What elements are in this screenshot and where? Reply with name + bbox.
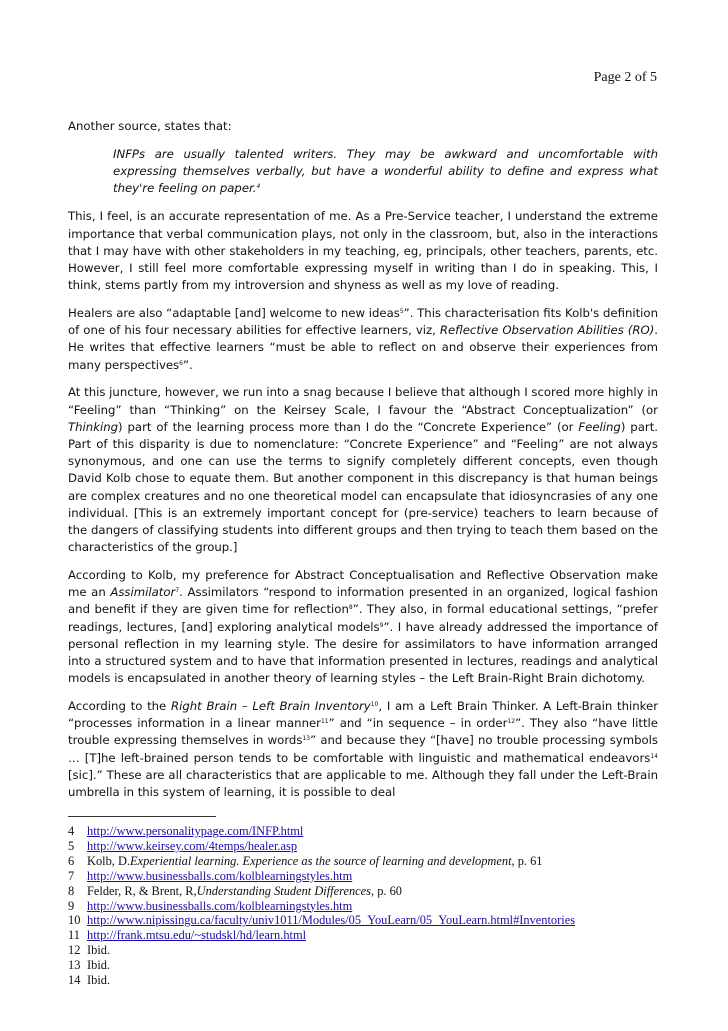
footnotes bbox=[68, 824, 668, 988]
footnote-number: 10 bbox=[68, 913, 81, 928]
footnote-link[interactable]: http://www.businessballs.com/kolblearningstyles.htm bbox=[87, 898, 353, 913]
footnote-ref[interactable]: 11 bbox=[320, 718, 329, 726]
text-run: . Assimilators “respond to information presented in an organized, logical fashion and benefit if they are given time for reflection bbox=[68, 585, 658, 617]
footnote-number: 7 bbox=[68, 868, 75, 883]
italic-text: Reflective Observation Abilities (RO) bbox=[439, 323, 655, 338]
footnote-italic: Understanding Student Differences bbox=[196, 883, 371, 898]
paragraph-4 bbox=[68, 567, 658, 687]
paragraph-5 bbox=[68, 698, 658, 801]
footnote-ref[interactable]: 13 bbox=[302, 735, 311, 743]
footnote-number: 9 bbox=[68, 898, 75, 913]
italic-text: Thinking bbox=[68, 419, 119, 434]
text-run: ” and because they “[have] no trouble processing symbols … [T]he left-brained person tends to be comfortable with linguistic and mathematical endeavors bbox=[68, 733, 659, 765]
italic-text: Right Brain – Left Brain Inventory bbox=[170, 699, 371, 714]
footnote-text: Ibid. bbox=[87, 943, 111, 958]
page-number: Page 2 of 5 bbox=[593, 70, 657, 85]
text-run: ) part. Part of this disparity is due to nomenclature: “Concrete Experience” and “Feeling” are not always synonymous, and one can use the terms to signify completely different concepts, even though David Kolb chose to equate them. But another component in this discrepancy is that human beings are complex creatures and no one theoretical model can encapsulate that idiosyncrasies of any one individual. [This is an extremely important concept for (pre-service) teachers to learn because of the dangers of classifying students into different groups and then trying to teach them based on the characteristics of the group.] bbox=[68, 419, 658, 555]
text-run: ”. I have already addressed the importance of personal reflection in my learning style. The desire for assimilators to have information arranged into a structured system and to have that information presented in lectures, readings and analytical models is encapsulated in another theory of learning styles – the Left Brain-Right Brain dichotomy. bbox=[68, 619, 658, 686]
footnote-number: 11 bbox=[68, 928, 80, 943]
italic-text: Feeling bbox=[578, 419, 621, 434]
footnote-item bbox=[68, 899, 668, 914]
text-run: At this juncture, however, we run into a snag because I believe that although I scored more highly in “Feeling” than “Thinking” on the Keirsey Scale, I favour the “Abstract Conceptualization” (or bbox=[68, 385, 658, 417]
paragraph-1: This, I feel, is an accurate representation of me. As a Pre-Service teacher, I understand the extreme importance that verbal communication plays, not only in the classroom, but, also in the interactions that I may have with other stakeholders in my teaching, eg, principals, other teachers, parents, etc. However, I still feel more comfortable expressing myself in writing than I do in speaking. This, I think, stems partly from my introversion and shyness as well as my love of reading. bbox=[68, 209, 658, 293]
text-run: Healers are also “adaptable [and] welcome to new ideas bbox=[68, 306, 400, 321]
text-run: ) part of the learning process more than I do the “Concrete Experience” (or bbox=[118, 419, 579, 434]
text-run: [sic].” These are all characteristics that are applicable to me. Although they fall under the Left-Brain umbrella in this system of learning, it is possible to deal bbox=[68, 767, 658, 800]
paragraph-3 bbox=[68, 384, 658, 556]
text-run: , I am a Left Brain Thinker. A Left-Brain thinker “processes information in a linear manner bbox=[68, 699, 658, 731]
footnote-ref[interactable]: 9 bbox=[379, 621, 384, 629]
footnote-text: Ibid. bbox=[87, 958, 111, 973]
footnote-number: 6 bbox=[68, 853, 75, 868]
text-run: ”. bbox=[182, 357, 193, 372]
text-run: ”. They also “have little trouble expressing themselves in words bbox=[68, 716, 658, 748]
footnote-link[interactable]: http://www.keirsey.com/4temps/healer.asp bbox=[87, 838, 298, 853]
footnote-ref[interactable]: 6 bbox=[179, 359, 183, 367]
footnote-ref[interactable]: 8 bbox=[348, 604, 353, 612]
text-run: ” and “in sequence – in order bbox=[328, 716, 508, 731]
italic-text: Assimilator bbox=[110, 585, 176, 600]
footnote-number: 4 bbox=[68, 824, 75, 838]
footnote-ref[interactable]: 5 bbox=[399, 308, 404, 316]
footnote-number: 12 bbox=[68, 943, 81, 958]
footnote-text: Kolb, D. bbox=[87, 853, 131, 868]
footnote-item bbox=[68, 928, 668, 943]
footnote-item bbox=[68, 958, 668, 973]
footnote-item bbox=[68, 854, 668, 869]
intro-paragraph: Another source, states that: bbox=[68, 119, 232, 133]
footnote-ref[interactable]: 10 bbox=[370, 701, 379, 709]
footnote-link[interactable]: http://frank.mtsu.edu/~studskl/hd/learn.html bbox=[87, 928, 307, 943]
footnote-text: , p. 60 bbox=[371, 883, 402, 898]
footnote-ref[interactable]: 12 bbox=[507, 718, 516, 726]
footnote-item bbox=[68, 884, 668, 899]
footnote-item bbox=[68, 824, 668, 839]
footnote-number: 8 bbox=[68, 883, 75, 898]
text-run: According to the bbox=[68, 699, 171, 714]
footnote-link[interactable]: http://www.businessballs.com/kolblearningstyles.htm bbox=[87, 868, 353, 883]
footnote-item bbox=[68, 973, 668, 988]
footnote-link[interactable]: http://www.nipissingu.ca/faculty/univ1011/Modules/05_YouLearn/05_YouLearn.html#Inventories bbox=[87, 913, 576, 928]
footnote-item bbox=[68, 943, 668, 958]
footnote-link[interactable]: http://www.personalitypage.com/INFP.html bbox=[87, 824, 304, 838]
footnote-item bbox=[68, 869, 668, 884]
block-quote bbox=[113, 146, 658, 198]
footnote-italic: Experiential learning. Experience as the source of learning and development bbox=[130, 853, 512, 868]
footnote-number: 13 bbox=[68, 958, 81, 973]
footnote-divider bbox=[68, 816, 216, 817]
footnote-ref[interactable]: 14 bbox=[650, 752, 658, 760]
footnote-number: 5 bbox=[68, 838, 75, 853]
text-run: ”. This characterisation fits Kolb's definition of one of his four necessary abilities for effective learners, viz, bbox=[68, 306, 658, 338]
footnote-text: Ibid. bbox=[87, 973, 111, 988]
footnote-text: Felder, R, & Brent, R, bbox=[87, 883, 197, 898]
footnote-text: , p. 61 bbox=[511, 853, 543, 868]
quote-text: INFPs are usually talented writers. They may be awkward and uncomfortable with expressing themselves verbally, but have a wonderful ability to define and express what they're feeling on paper. bbox=[113, 146, 658, 196]
text-run: ”. They also, in formal educational settings, “prefer readings, lectures, [and] exploring analytical models bbox=[68, 602, 659, 634]
paragraph-2 bbox=[68, 305, 658, 374]
footnote-ref[interactable]: 4 bbox=[256, 183, 261, 191]
text-run: According to Kolb, my preference for Abstract Conceptualisation and Reflective Observation make me an bbox=[68, 568, 658, 600]
footnote-item bbox=[68, 913, 668, 928]
footnote-number: 14 bbox=[68, 973, 81, 988]
text-run: . He writes that effective learners “must be able to reflect on and observe their experiences from many perspectives bbox=[68, 323, 658, 372]
footnote-item bbox=[68, 839, 668, 854]
footnote-ref[interactable]: 7 bbox=[175, 587, 180, 595]
main-text bbox=[68, 118, 658, 812]
